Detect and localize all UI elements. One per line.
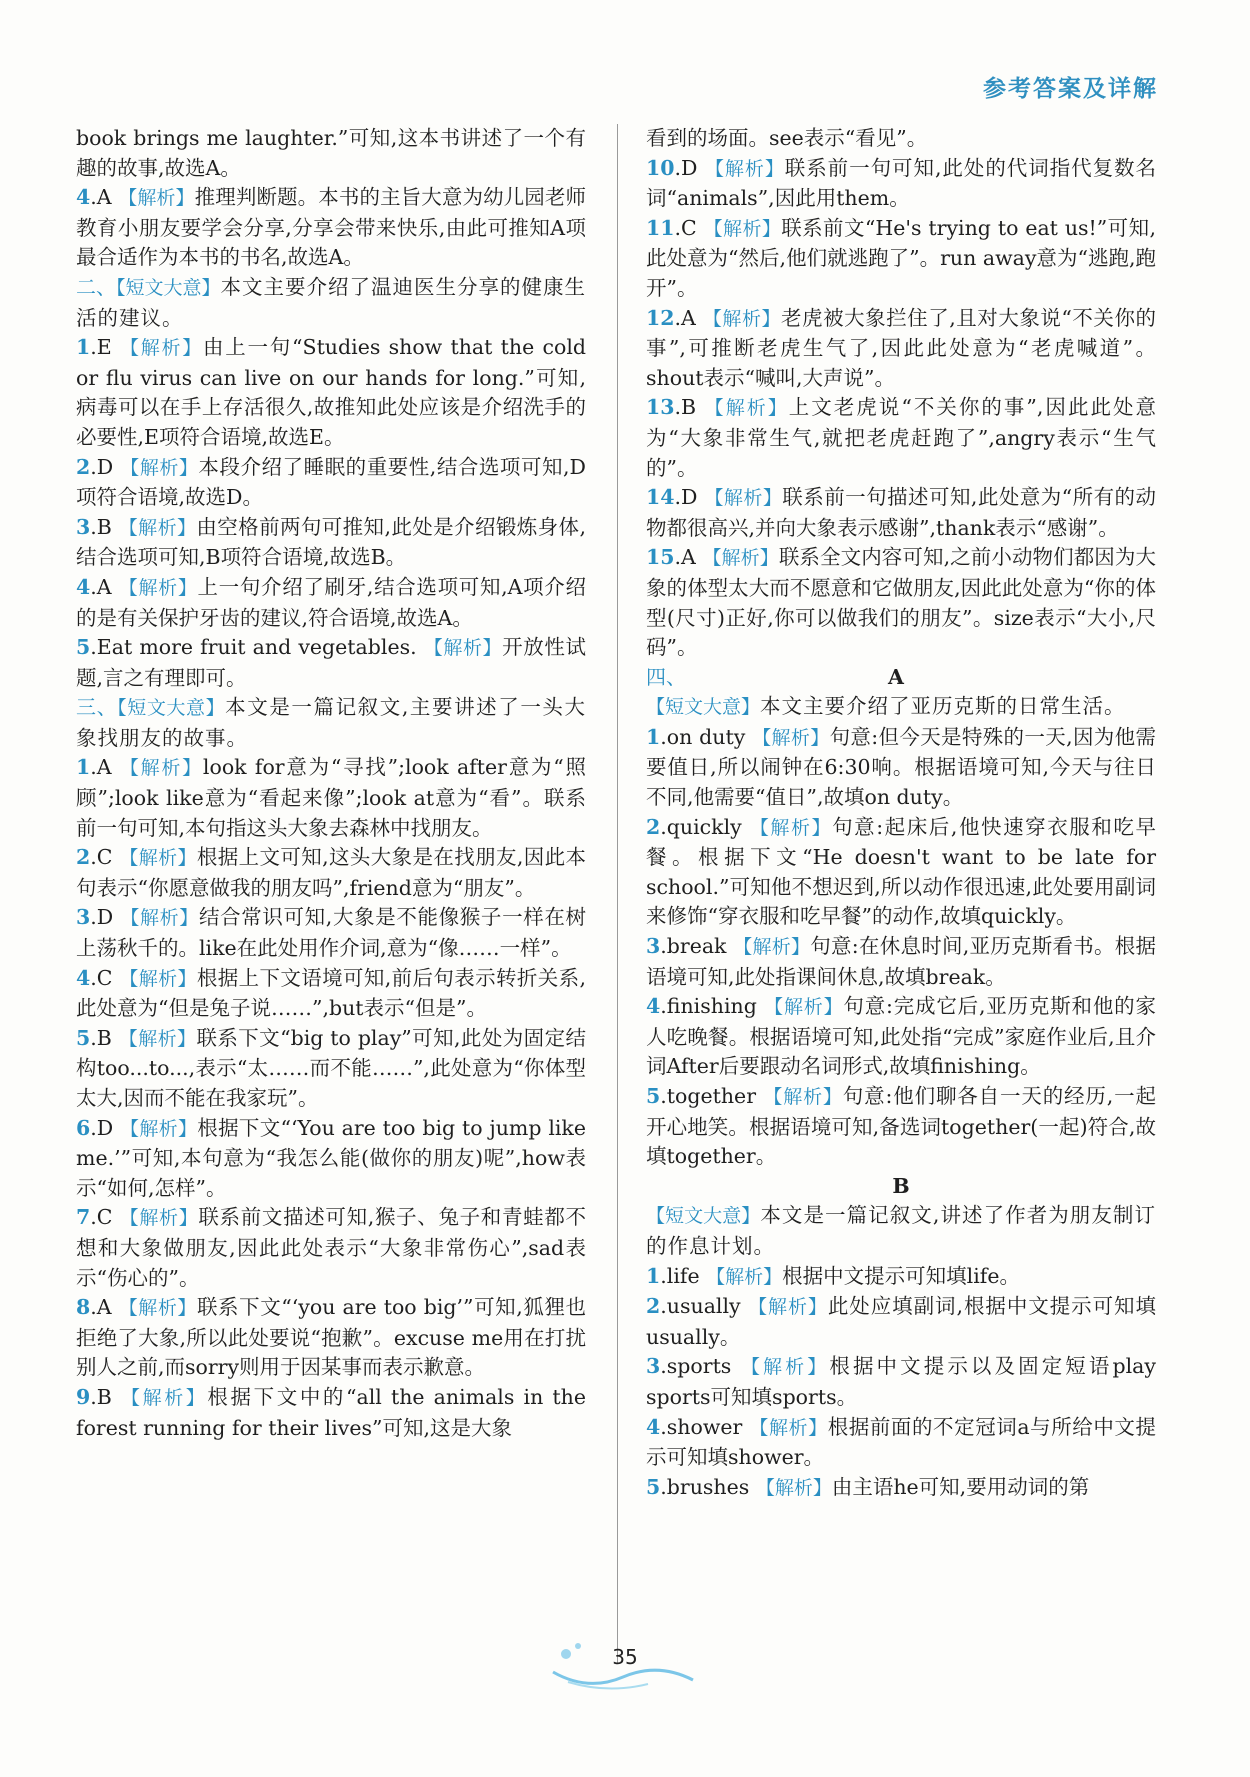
analysis-tag: 【解析】 (703, 217, 782, 240)
answer-choice: .C (90, 1205, 113, 1230)
analysis-tag: 【解析】 (704, 157, 785, 180)
explanation-text: 此处应填副词,根据中文提示可知填usually。 (646, 1294, 1156, 1349)
analysis-tag: 【解析】 (120, 456, 199, 479)
explanation-text: 句意:在休息时间,亚历克斯看书。根据语境可知,此处指课间休息,故填break。 (646, 934, 1156, 989)
explanation-text: 句意:他们聊各自一天的经历,一起开心地笑。根据语境可知,备选词together(一起)符合,故填together。 (646, 1084, 1156, 1169)
question-number: 6 (76, 1115, 91, 1140)
explanation-text: 联系下文“big to play”可知,此处为固定结构too...to...,表示“太……而不能……”,此处意为“你体型太大,因而不能在我家玩”。 (76, 1025, 586, 1110)
answer-paragraph (76, 1383, 586, 1443)
analysis-tag: 【解析】 (119, 967, 197, 990)
part-label: B (892, 1173, 910, 1198)
right-column (646, 124, 1156, 1503)
analysis-tag: 【解析】 (119, 847, 197, 870)
analysis-tag: 【解析】 (423, 637, 503, 660)
answer-choice: .B (90, 1025, 112, 1050)
explanation-text: 看到的场面。see表示“看见”。 (646, 126, 928, 150)
analysis-tag: 【解析】 (763, 1086, 843, 1108)
header-title: 参考答案及详解 (983, 76, 1158, 102)
answer-paragraph (646, 393, 1156, 483)
explanation-text: 根据中文提示以及固定短语play sports可知填sports。 (646, 1354, 1156, 1409)
analysis-tag: 【解析】 (118, 1027, 197, 1050)
answer-paragraph (646, 1413, 1156, 1473)
analysis-tag: 【解析】 (119, 1207, 199, 1230)
answer-paragraph (646, 1292, 1156, 1352)
section-heading: 四、 (646, 664, 686, 689)
section-heading: 二、 (76, 274, 116, 299)
explanation-text: 上一句介绍了刷牙,结合选项可知,A项介绍的是有关保护牙齿的建议,符合语境,故选A。 (76, 574, 586, 630)
page-header (0, 0, 1250, 112)
answer-choice: .C (90, 965, 113, 990)
question-number: 1 (646, 724, 661, 749)
page-number: 35 (612, 1645, 638, 1669)
answer-choice: .break (660, 934, 727, 959)
question-number: 4 (76, 965, 91, 990)
explanation-text: 根据中文提示可知填life。 (782, 1263, 1021, 1288)
question-number: 2 (646, 814, 661, 839)
answer-paragraph (76, 183, 586, 273)
question-number: 4 (646, 1414, 661, 1439)
analysis-tag: 【解析】 (740, 1356, 830, 1379)
answer-paragraph (76, 964, 586, 1024)
analysis-tag: 【解析】 (118, 516, 197, 539)
explanation-text: 句意:完成它后,亚历克斯和他的家人吃晚餐。根据语境可知,此处指“完成”家庭作业后,且介词After后要跟动名词形式,故填finishing。 (646, 994, 1156, 1079)
answer-paragraph (76, 1203, 586, 1293)
answer-paragraph (646, 692, 1156, 723)
explanation-text: 根据下文“‘You are too big to jump like me.’”可知,本句意为“我怎么能(做你的朋友)呢”,how表示“如何,怎样”。 (76, 1115, 586, 1200)
answer-choice: .A (90, 574, 112, 599)
explanation-text: 联系全文内容可知,之前小动物们都因为大象的体型太大而不愿意和它做朋友,因此此处意为“你的体型(尺寸)正好,你可以做我们的朋友”。size表示“大小,尺码”。 (646, 545, 1156, 660)
question-number: 1 (76, 755, 91, 780)
analysis-tag: 【解析】 (120, 1117, 198, 1140)
question-number: 13 (646, 395, 675, 420)
answer-choice: .D (90, 905, 114, 930)
answer-choice: .B (674, 395, 697, 420)
question-number: 4 (76, 574, 91, 599)
column-divider (617, 124, 618, 1664)
analysis-tag: 【解析】 (706, 1265, 783, 1288)
answer-choice: .A (90, 755, 112, 780)
answer-paragraph (646, 1473, 1156, 1504)
explanation-text: 老虎被大象拦住了,且对大象说“不关你的事”,可推断老虎生气了,因此此处意为“老虎喊道”。shout表示“喊叫,大声说”。 (646, 305, 1156, 390)
question-number: 2 (646, 1294, 661, 1319)
answer-choice: .E (90, 335, 112, 360)
answer-paragraph (76, 903, 586, 963)
question-number: 3 (646, 1354, 661, 1379)
answer-paragraph (76, 273, 586, 333)
question-number: 1 (646, 1263, 661, 1288)
analysis-tag: 【解析】 (704, 397, 789, 420)
question-number: 5 (646, 1084, 661, 1108)
question-number: 15 (646, 545, 675, 570)
answer-paragraph (76, 843, 586, 903)
question-number: 5 (76, 1025, 91, 1050)
answer-paragraph (76, 693, 586, 753)
explanation-text: 结合常识可知,大象是不能像猴子一样在树上荡秋千的。like在此处用作介词,意为“像……一样”。 (76, 905, 586, 961)
explanation-text: 开放性试题,言之有理即可。 (76, 635, 586, 690)
analysis-tag: 【解析】 (118, 576, 198, 599)
answer-choice: .A (90, 1295, 112, 1320)
answer-paragraph (76, 1114, 586, 1204)
explanation-text: 句意:起床后,他快速穿衣服和吃早餐。根据下文“He doesn't want to be late for school.”可知他不想迟到,所以动作很迅速,此处要用副词来修饰“穿衣服和吃早餐”的动作,故填quickly。 (646, 814, 1156, 929)
analysis-tag: 【解析】 (749, 1416, 828, 1439)
question-number: 8 (76, 1295, 91, 1320)
explanation-text: 由主语he可知,要用动词的第 (831, 1474, 1090, 1499)
explanation-text: look for意为“寻找”;look after意为“照顾”;look like意为“看起来像”;look at意为“看”。联系前一句可知,本句指这头大象去森林中找朋友。 (76, 755, 586, 840)
analysis-tag: 【解析】 (120, 907, 199, 930)
answer-paragraph (76, 513, 586, 573)
question-number: 2 (76, 454, 91, 479)
answer-choice: .C (90, 845, 113, 870)
question-number: 5 (76, 635, 91, 660)
analysis-tag: 【解析】 (748, 1296, 828, 1319)
question-number: 12 (646, 305, 675, 330)
analysis-tag: 【短文大意】 (646, 1205, 761, 1228)
answer-paragraph (646, 214, 1156, 304)
explanation-text: 联系下文“‘you are too big’”可知,狐狸也拒绝了大象,所以此处要说“抱歉”。excuse me用在打扰别人之前,而sorry则用于因某事而表示歉意。 (76, 1295, 586, 1380)
answer-paragraph (646, 154, 1156, 214)
explanation-text: 推理判断题。本书的主旨大意为幼儿园老师教育小朋友要学会分享,分享会带来快乐,由此可推知A项最合适作为本书的书名,故选A。 (76, 185, 586, 270)
explanation-text: 句意:但今天是特殊的一天,因为他需要值日,所以闹钟在6:30响。根据语境可知,今天与往日不同,他需要“值日”,故填on duty。 (646, 724, 1156, 810)
analysis-tag: 【解析】 (764, 996, 844, 1019)
analysis-tag: 【解析】 (755, 1476, 832, 1499)
answer-choice: .A (674, 545, 696, 570)
analysis-tag: 【解析】 (749, 816, 833, 839)
answer-paragraph (76, 633, 586, 693)
question-number: 2 (76, 845, 91, 870)
answer-choice: .life (660, 1263, 700, 1288)
explanation-text: 根据下文中的“all the animals in the forest running for their lives”可知,这是大象 (76, 1384, 586, 1440)
answer-paragraph (76, 453, 586, 513)
section-heading: 三、 (76, 695, 118, 720)
answer-choice: .D (674, 155, 698, 180)
analysis-tag: 【短文大意】 (116, 276, 221, 299)
answer-paragraph (646, 483, 1156, 543)
answer-paragraph (646, 304, 1156, 394)
question-number: 10 (646, 155, 675, 180)
summary-text: 本文是一篇记叙文,主要讲述了一头大象找朋友的故事。 (76, 695, 586, 750)
answer-paragraph (646, 1262, 1156, 1293)
explanation-text: 联系前一句描述可知,此处意为“所有的动物都很高兴,并向大象表示感谢”,thank表示“感谢”。 (646, 485, 1156, 540)
explanation-text: 本段介绍了睡眠的重要性,结合选项可知,D项符合语境,故选D。 (76, 454, 586, 510)
question-number: 9 (76, 1384, 91, 1409)
question-number: 4 (646, 994, 661, 1019)
analysis-tag: 【解析】 (733, 936, 811, 959)
analysis-tag: 【解析】 (702, 547, 779, 570)
answer-paragraph (76, 573, 586, 633)
answer-paragraph (646, 1082, 1156, 1172)
answer-choice: .B (90, 1384, 112, 1409)
explanation-text: 由上一句“Studies show that the cold or flu virus can live on our hands for long.”可知,病毒可以在手上存活很久,故推知此处应该是介绍洗手的必要性,E项符合语境,故选E。 (76, 335, 586, 449)
answer-choice: .finishing (660, 994, 757, 1019)
analysis-tag: 【短文大意】 (646, 696, 761, 719)
question-number: 3 (76, 514, 91, 539)
answer-choice: .A (90, 185, 112, 210)
answer-paragraph (76, 124, 586, 183)
part-label: A (888, 664, 904, 689)
question-number: 4 (76, 185, 91, 210)
analysis-tag: 【解析】 (120, 337, 204, 360)
summary-text: 本文是一篇记叙文,讲述了作者为朋友制订的作息计划。 (646, 1203, 1156, 1258)
answer-choice: .sports (660, 1354, 732, 1379)
left-column (76, 124, 586, 1443)
analysis-tag: 【解析】 (119, 757, 203, 780)
answer-paragraph (646, 663, 1156, 693)
answer-paragraph (76, 753, 586, 843)
answer-paragraph (76, 1024, 586, 1114)
answer-paragraph (646, 992, 1156, 1082)
analysis-tag: 【解析】 (118, 187, 195, 210)
question-number: 14 (646, 485, 675, 510)
answer-choice: .quickly (660, 814, 742, 839)
answer-choice: .on duty (660, 724, 746, 749)
answer-choice: .brushes (660, 1474, 750, 1499)
question-number: 7 (76, 1205, 91, 1230)
question-number: 11 (646, 215, 675, 240)
answer-paragraph (646, 1352, 1156, 1412)
explanation-text: 上文老虎说“不关你的事”,因此此处意为“大象非常生气,就把老虎赶跑了”,angry表示“生气的”。 (646, 395, 1156, 480)
explanation-text: book brings me laughter.”可知,这本书讲述了一个有趣的故事,故选A。 (76, 126, 586, 180)
analysis-tag: 【短文大意】 (117, 697, 226, 720)
answer-paragraph (646, 1201, 1156, 1261)
answer-paragraph (646, 1172, 1156, 1202)
summary-text: 本文主要介绍了温迪医生分享的健康生活的建议。 (76, 274, 587, 330)
answer-paragraph (646, 124, 1156, 154)
analysis-tag: 【解析】 (704, 487, 783, 510)
answer-paragraph (646, 543, 1156, 662)
answer-paragraph (76, 1293, 586, 1383)
answer-choice: .Eat more fruit and vegetables. (90, 635, 417, 660)
analysis-tag: 【解析】 (702, 307, 782, 330)
answer-choice: .usually (660, 1294, 741, 1319)
question-number: 3 (646, 934, 661, 959)
answer-choice: .B (90, 514, 112, 539)
answer-choice: .D (674, 485, 698, 510)
explanation-text: 联系前文“He's trying to eat us!”可知,此处意为“然后,他们就逃跑了”。run away意为“逃跑,跑开”。 (646, 215, 1156, 300)
answer-choice: .D (90, 454, 114, 479)
answer-choice: .C (674, 215, 697, 240)
answer-choice: .D (90, 1115, 114, 1140)
answer-choice: .together (660, 1084, 756, 1108)
explanation-text: 联系前文描述可知,猴子、兔子和青蛙都不想和大象做朋友,因此此处表示“大象非常伤心”,sad表示“伤心的”。 (76, 1205, 586, 1290)
summary-text: 本文主要介绍了亚历克斯的日常生活。 (760, 694, 1126, 719)
answer-paragraph (646, 813, 1156, 932)
answer-paragraph (76, 333, 586, 452)
question-number: 1 (76, 335, 91, 360)
explanation-text: 根据前面的不定冠词a与所给中文提示可知填shower。 (646, 1414, 1156, 1470)
answer-choice: .shower (660, 1414, 743, 1439)
question-number: 5 (646, 1474, 661, 1499)
analysis-tag: 【解析】 (120, 1386, 208, 1409)
analysis-tag: 【解析】 (118, 1297, 197, 1320)
question-number: 3 (76, 905, 91, 930)
explanation-text: 根据上下文语境可知,前后句表示转折关系,此处意为“但是兔子说……”,but表示“但是”。 (76, 965, 586, 1021)
answer-choice: .A (674, 305, 696, 330)
explanation-text: 根据上文可知,这头大象是在找朋友,因此本句表示“你愿意做我的朋友吗”,friend意为“朋友”。 (76, 845, 586, 900)
explanation-text: 由空格前两句可推知,此处是介绍锻炼身体,结合选项可知,B项符合语境,故选B。 (76, 514, 586, 570)
analysis-tag: 【解析】 (752, 726, 830, 749)
answer-paragraph (646, 932, 1156, 992)
explanation-text: 联系前一句可知,此处的代词指代复数名词“animals”,因此用them。 (646, 155, 1156, 211)
answer-paragraph (646, 723, 1156, 813)
